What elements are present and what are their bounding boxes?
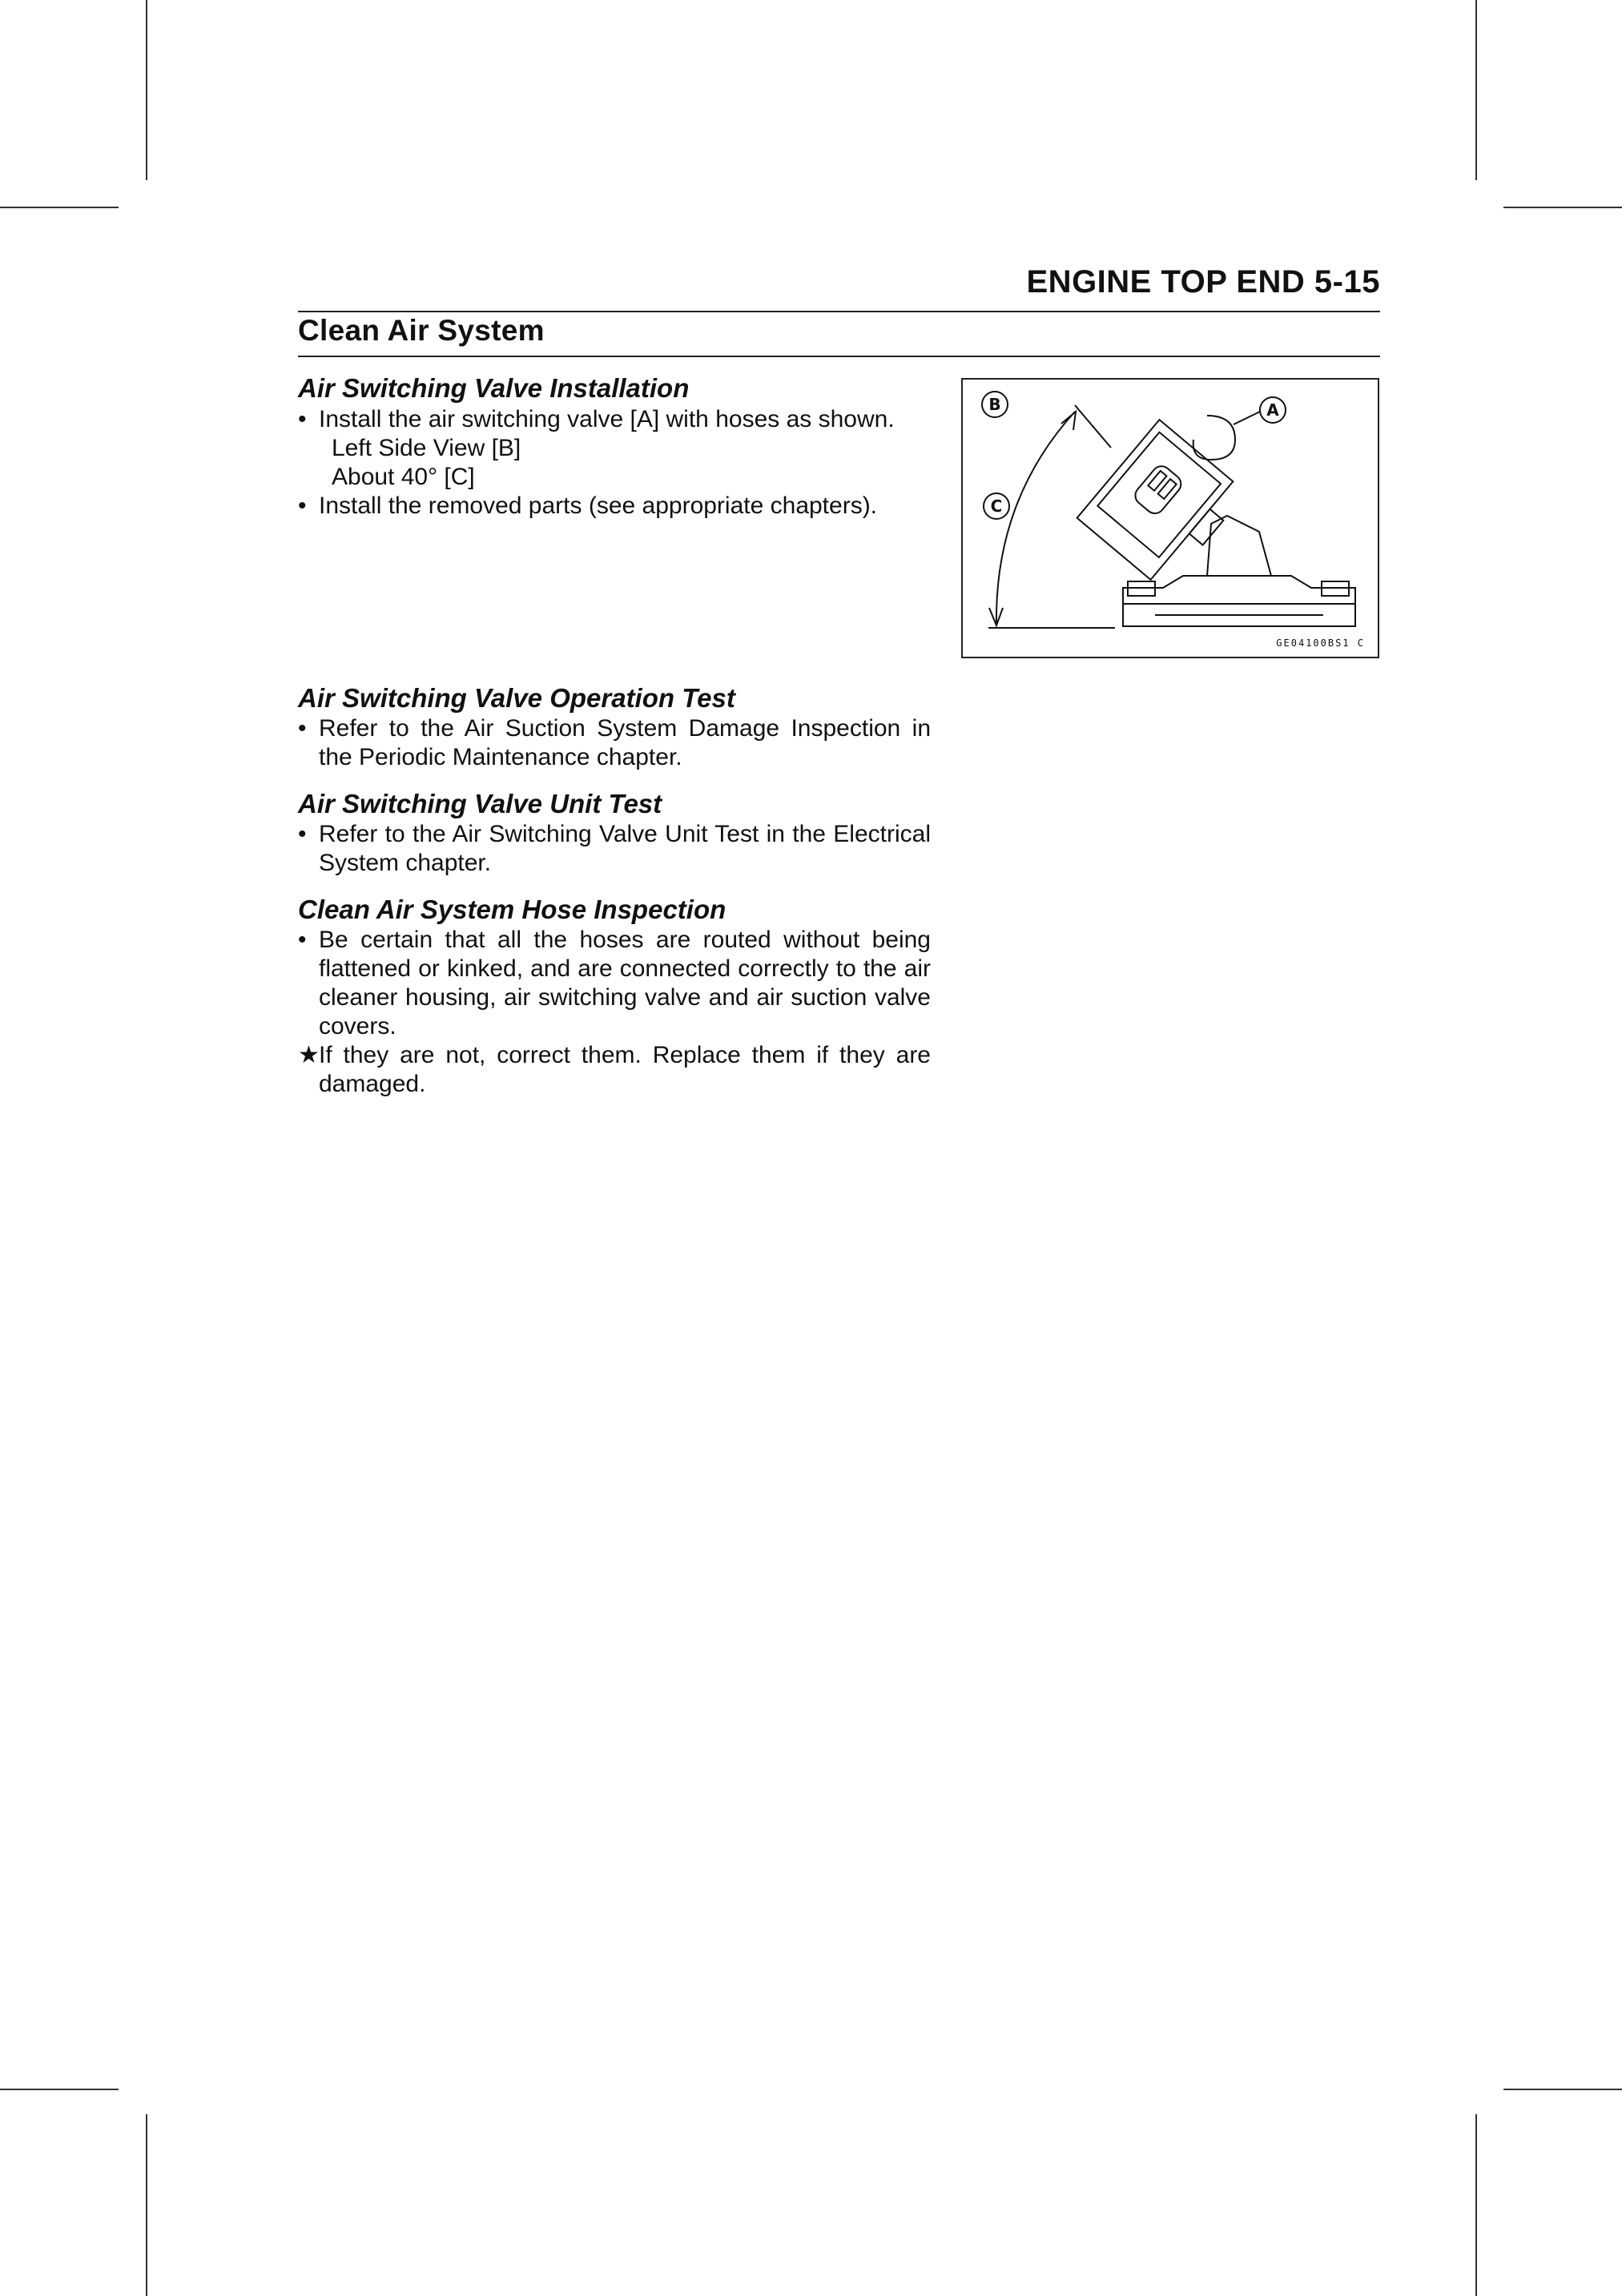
angle-line: About 40° [C] <box>332 464 475 490</box>
heading-operation-test: Air Switching Valve Operation Test <box>298 683 735 713</box>
list-item <box>298 714 931 772</box>
item-text: Refer to the Air Switching Valve Unit Test in the Electrical System chapter. <box>319 821 931 876</box>
crop-mark <box>1503 207 1622 208</box>
item-text: Install the air switching valve [A] with hoses as shown. <box>319 406 895 432</box>
section-rule <box>298 356 1380 357</box>
crop-mark <box>1475 0 1477 180</box>
bullet-icon: • <box>298 406 307 432</box>
crop-mark <box>0 207 119 208</box>
item-text: Be certain that all the hoses are routed without being flattened or kinked, and are connected correctly to the air cleaner housing, air switching valve and air suction valve covers. <box>319 927 931 1039</box>
crop-mark <box>146 0 147 180</box>
section-title: Clean Air System <box>298 314 545 347</box>
star-icon: ★ <box>298 1042 320 1068</box>
list-item <box>298 1041 931 1099</box>
crop-mark <box>1475 2114 1477 2296</box>
callout-label-c: C <box>990 497 1003 516</box>
bullet-icon: • <box>298 821 307 847</box>
crop-mark <box>146 2114 147 2296</box>
item-text: If they are not, correct them. Replace them if they are damaged. <box>319 1042 931 1097</box>
valve-figure <box>961 378 1379 658</box>
list-item <box>298 820 931 878</box>
valve-illustration <box>963 380 1381 660</box>
callout-label-a: A <box>1266 400 1279 420</box>
callout-label-b: B <box>988 395 1001 414</box>
item-text: Install the removed parts (see appropriate chapters). <box>319 493 878 519</box>
bullet-icon: • <box>298 715 307 742</box>
figure-code: GE04100BS1 C <box>1276 637 1365 649</box>
heading-hose-inspection: Clean Air System Hose Inspection <box>298 895 726 924</box>
view-label-line: Left Side View [B] <box>332 435 521 461</box>
crop-mark <box>1503 2089 1622 2090</box>
bullet-icon: • <box>298 493 307 519</box>
header-rule <box>298 311 1380 312</box>
bullet-icon: • <box>298 927 307 953</box>
crop-mark <box>0 2089 119 2090</box>
list-item <box>298 405 931 434</box>
item-text: Refer to the Air Suction System Damage Inspection in the Periodic Maintenance chapter. <box>319 715 931 770</box>
list-item <box>298 926 931 1041</box>
page-header: ENGINE TOP END 5-15 <box>1026 264 1380 300</box>
heading-unit-test: Air Switching Valve Unit Test <box>298 789 662 818</box>
heading-valve-installation: Air Switching Valve Installation <box>298 373 690 403</box>
list-item <box>298 492 931 521</box>
